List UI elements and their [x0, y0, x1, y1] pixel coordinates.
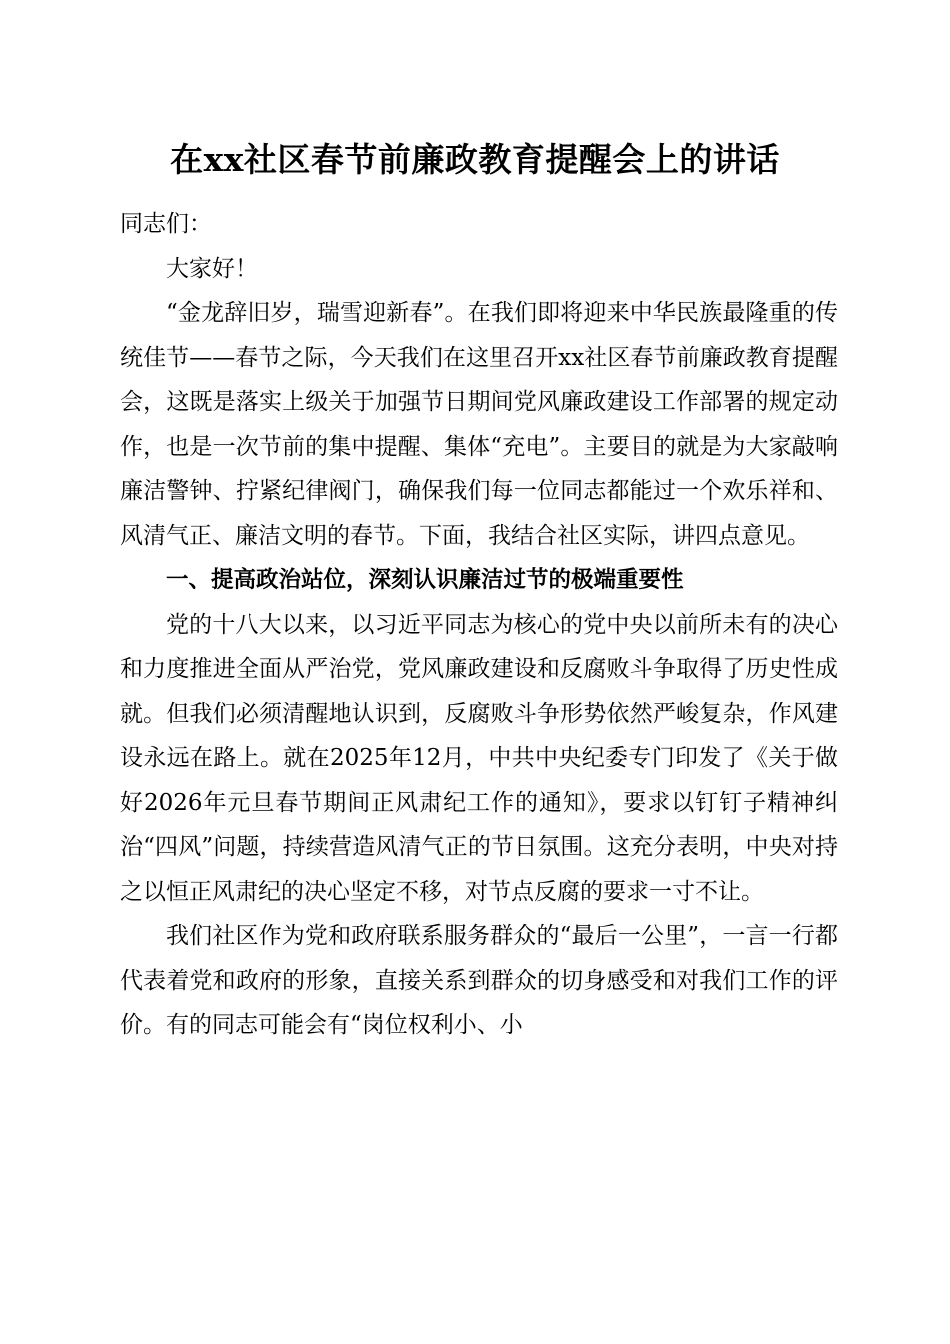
document-body [120, 202, 838, 1048]
document-title: 在xx社区春节前廉政教育提醒会上的讲话 [170, 140, 780, 179]
salutation: 同志们： [120, 211, 212, 237]
section-1-heading: 一、提高政治站位，深刻认识廉洁过节的极端重要性 [166, 567, 684, 593]
intro-paragraph: “金龙辞旧岁，瑞雪迎新春”。在我们即将迎来中华民族最隆重的传统佳节——春节之际，今天我们在这里召开xx社区春节前廉政教育提醒会，这既是落实上级关于加强节日期间党风廉政建设工作部署的规定动作，也是一次节前的集中提醒、集体“充电”。主要目的就是为大家敲响廉洁警钟、拧紧纪律阀门，确保我们每一位同志都能过一个欢乐祥和、风清气正、廉洁文明的春节。下面，我结合社区实际，讲四点意见。 [120, 300, 838, 549]
section-1-paragraph-1: 党的十八大以来，以习近平同志为核心的党中央以前所未有的决心和力度推进全面从严治党，党风廉政建设和反腐败斗争取得了历史性成就。但我们必须清醒地认识到，反腐败斗争形势依然严峻复杂，作风建设永远在路上。就在2025年12月，中共中央纪委专门印发了《关于做好2026年元旦春节期间正风肃纪工作的通知》，要求以钉钉子精神纠治“四风”问题，持续营造风清气正的节日氛围。这充分表明，中央对持之以恒正风肃纪的决心坚定不移，对节点反腐的要求一寸不让。 [120, 611, 838, 905]
section-1-paragraph-2: 我们社区作为党和政府联系服务群众的“最后一公里”，一言一行都代表着党和政府的形象，直接关系到群众的切身感受和对我们工作的评价。有的同志可能会有“岗位权利小、小 [120, 923, 838, 1038]
greeting: 大家好！ [166, 255, 258, 282]
